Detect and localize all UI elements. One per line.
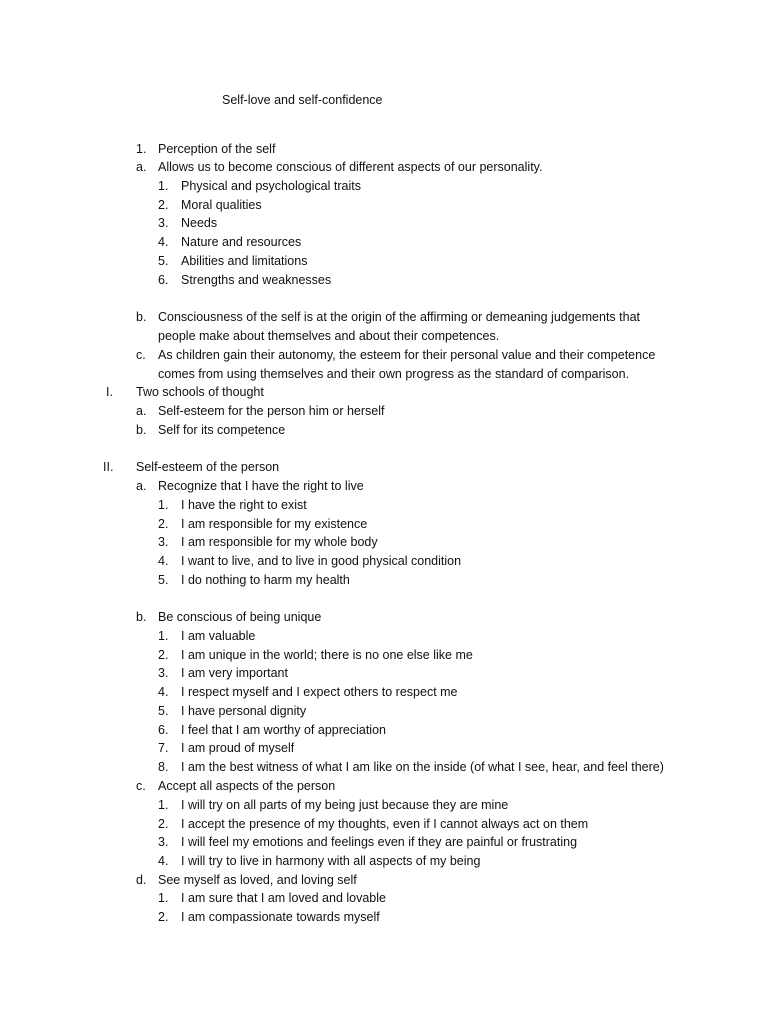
list-marker: 1. <box>158 798 169 812</box>
list-item-text: As children gain their autonomy, the esteem for their personal value and their competence <box>158 348 656 362</box>
list-item-text: Allows us to become conscious of different aspects of our personality. <box>158 160 543 174</box>
list-item-text: Nature and resources <box>181 235 302 249</box>
list-item-text: Two schools of thought <box>136 385 264 399</box>
list-item <box>0 533 768 552</box>
list-item <box>0 383 768 402</box>
list-item-text: Moral qualities <box>181 198 262 212</box>
list-item-text: I will try to live in harmony with all aspects of my being <box>181 854 481 868</box>
list-marker: 8. <box>158 760 169 774</box>
list-marker: 3. <box>158 216 169 230</box>
list-marker: 1. <box>136 142 147 156</box>
list-item-text: Self for its competence <box>158 423 286 437</box>
list-item <box>0 758 768 777</box>
list-item-text: I am valuable <box>181 629 256 643</box>
list-marker: II. <box>103 460 114 474</box>
list-item-text: I am sure that I am loved and lovable <box>181 891 386 905</box>
list-item <box>0 702 768 721</box>
list-item-text: I am responsible for my existence <box>181 517 368 531</box>
list-marker: b. <box>136 610 147 624</box>
list-item <box>0 552 768 571</box>
list-marker: 7. <box>158 741 169 755</box>
list-item <box>0 739 768 758</box>
list-item <box>0 421 768 440</box>
list-marker: 1. <box>158 179 169 193</box>
list-item <box>0 477 768 496</box>
list-item <box>0 852 768 871</box>
list-item <box>0 496 768 515</box>
list-item <box>0 515 768 534</box>
list-item-text: I am very important <box>181 666 288 680</box>
list-item-text: I have personal dignity <box>181 704 307 718</box>
list-item-text: Strengths and weaknesses <box>181 273 332 287</box>
list-item-text: people make about themselves and about their competences. <box>158 329 500 343</box>
list-marker: 4. <box>158 554 169 568</box>
list-item <box>0 815 768 834</box>
list-item <box>0 177 768 196</box>
list-marker: 2. <box>158 198 169 212</box>
list-marker: d. <box>136 873 147 887</box>
list-marker: 2. <box>158 517 169 531</box>
list-item-text: I respect myself and I expect others to respect me <box>181 685 458 699</box>
list-item-text: I do nothing to harm my health <box>181 573 350 587</box>
list-marker: 6. <box>158 723 169 737</box>
list-item <box>0 683 768 702</box>
list-item <box>0 271 768 290</box>
list-marker: 2. <box>158 910 169 924</box>
list-marker: 4. <box>158 685 169 699</box>
list-marker: b. <box>136 423 147 437</box>
list-item-text: I accept the presence of my thoughts, even if I cannot always act on them <box>181 817 589 831</box>
list-marker: 2. <box>158 817 169 831</box>
list-item <box>0 365 768 384</box>
list-item-text: I have the right to exist <box>181 498 307 512</box>
list-marker: a. <box>136 404 147 418</box>
list-item <box>0 346 768 365</box>
list-marker: a. <box>136 479 147 493</box>
list-marker: 2. <box>158 648 169 662</box>
list-item-text: I am responsible for my whole body <box>181 535 378 549</box>
list-marker: c. <box>136 779 146 793</box>
list-marker: 3. <box>158 535 169 549</box>
list-item-text: Accept all aspects of the person <box>158 779 336 793</box>
list-marker: I. <box>106 385 113 399</box>
list-marker: 4. <box>158 854 169 868</box>
list-item-text: See myself as loved, and loving self <box>158 873 357 887</box>
list-item-text: I will try on all parts of my being just because they are mine <box>181 798 509 812</box>
list-item-text: Recognize that I have the right to live <box>158 479 364 493</box>
list-item-text: I will feel my emotions and feelings even if they are painful or frustrating <box>181 835 578 849</box>
list-item-text: I am compassionate towards myself <box>181 910 380 924</box>
list-item <box>0 627 768 646</box>
list-item-text: Perception of the self <box>158 142 276 156</box>
list-item <box>0 140 768 159</box>
list-item <box>0 308 768 327</box>
list-item-text: Abilities and limitations <box>181 254 308 268</box>
list-item-text: Self-esteem for the person him or herself <box>158 404 385 418</box>
list-item-text: Be conscious of being unique <box>158 610 322 624</box>
list-marker: c. <box>136 348 146 362</box>
list-marker: 1. <box>158 498 169 512</box>
document-title: Self-love and self-confidence <box>222 93 383 107</box>
list-item <box>0 871 768 890</box>
list-item <box>0 158 768 177</box>
list-item <box>0 327 768 346</box>
list-item-text: Needs <box>181 216 218 230</box>
list-item <box>0 889 768 908</box>
list-marker: 1. <box>158 629 169 643</box>
list-item-text: I am proud of myself <box>181 741 295 755</box>
list-item <box>0 777 768 796</box>
list-item <box>0 608 768 627</box>
list-item-text: I feel that I am worthy of appreciation <box>181 723 386 737</box>
list-item-text: comes from using themselves and their own progress as the standard of comparison. <box>158 367 630 381</box>
list-marker: 3. <box>158 666 169 680</box>
list-marker: 6. <box>158 273 169 287</box>
list-marker: 5. <box>158 573 169 587</box>
list-item-text: Self-esteem of the person <box>136 460 280 474</box>
list-item <box>0 252 768 271</box>
list-item-text: I am the best witness of what I am like on the inside (of what I see, hear, and feel there) <box>181 760 664 774</box>
list-marker: 4. <box>158 235 169 249</box>
list-item-text: I want to live, and to live in good physical condition <box>181 554 462 568</box>
list-item <box>0 571 768 590</box>
list-item-text: I am unique in the world; there is no one else like me <box>181 648 473 662</box>
list-marker: 1. <box>158 891 169 905</box>
list-item <box>0 721 768 740</box>
list-item <box>0 214 768 233</box>
list-item <box>0 233 768 252</box>
list-marker: b. <box>136 310 147 324</box>
list-item <box>0 646 768 665</box>
list-item <box>0 458 768 477</box>
list-item <box>0 796 768 815</box>
list-marker: 5. <box>158 704 169 718</box>
list-marker: 3. <box>158 835 169 849</box>
list-item <box>0 196 768 215</box>
list-item <box>0 908 768 927</box>
list-item <box>0 664 768 683</box>
list-item <box>0 402 768 421</box>
list-marker: a. <box>136 160 147 174</box>
list-item-text: Physical and psychological traits <box>181 179 361 193</box>
list-item <box>0 833 768 852</box>
list-item-text: Consciousness of the self is at the origin of the affirming or demeaning judgements that <box>158 310 640 324</box>
list-marker: 5. <box>158 254 169 268</box>
